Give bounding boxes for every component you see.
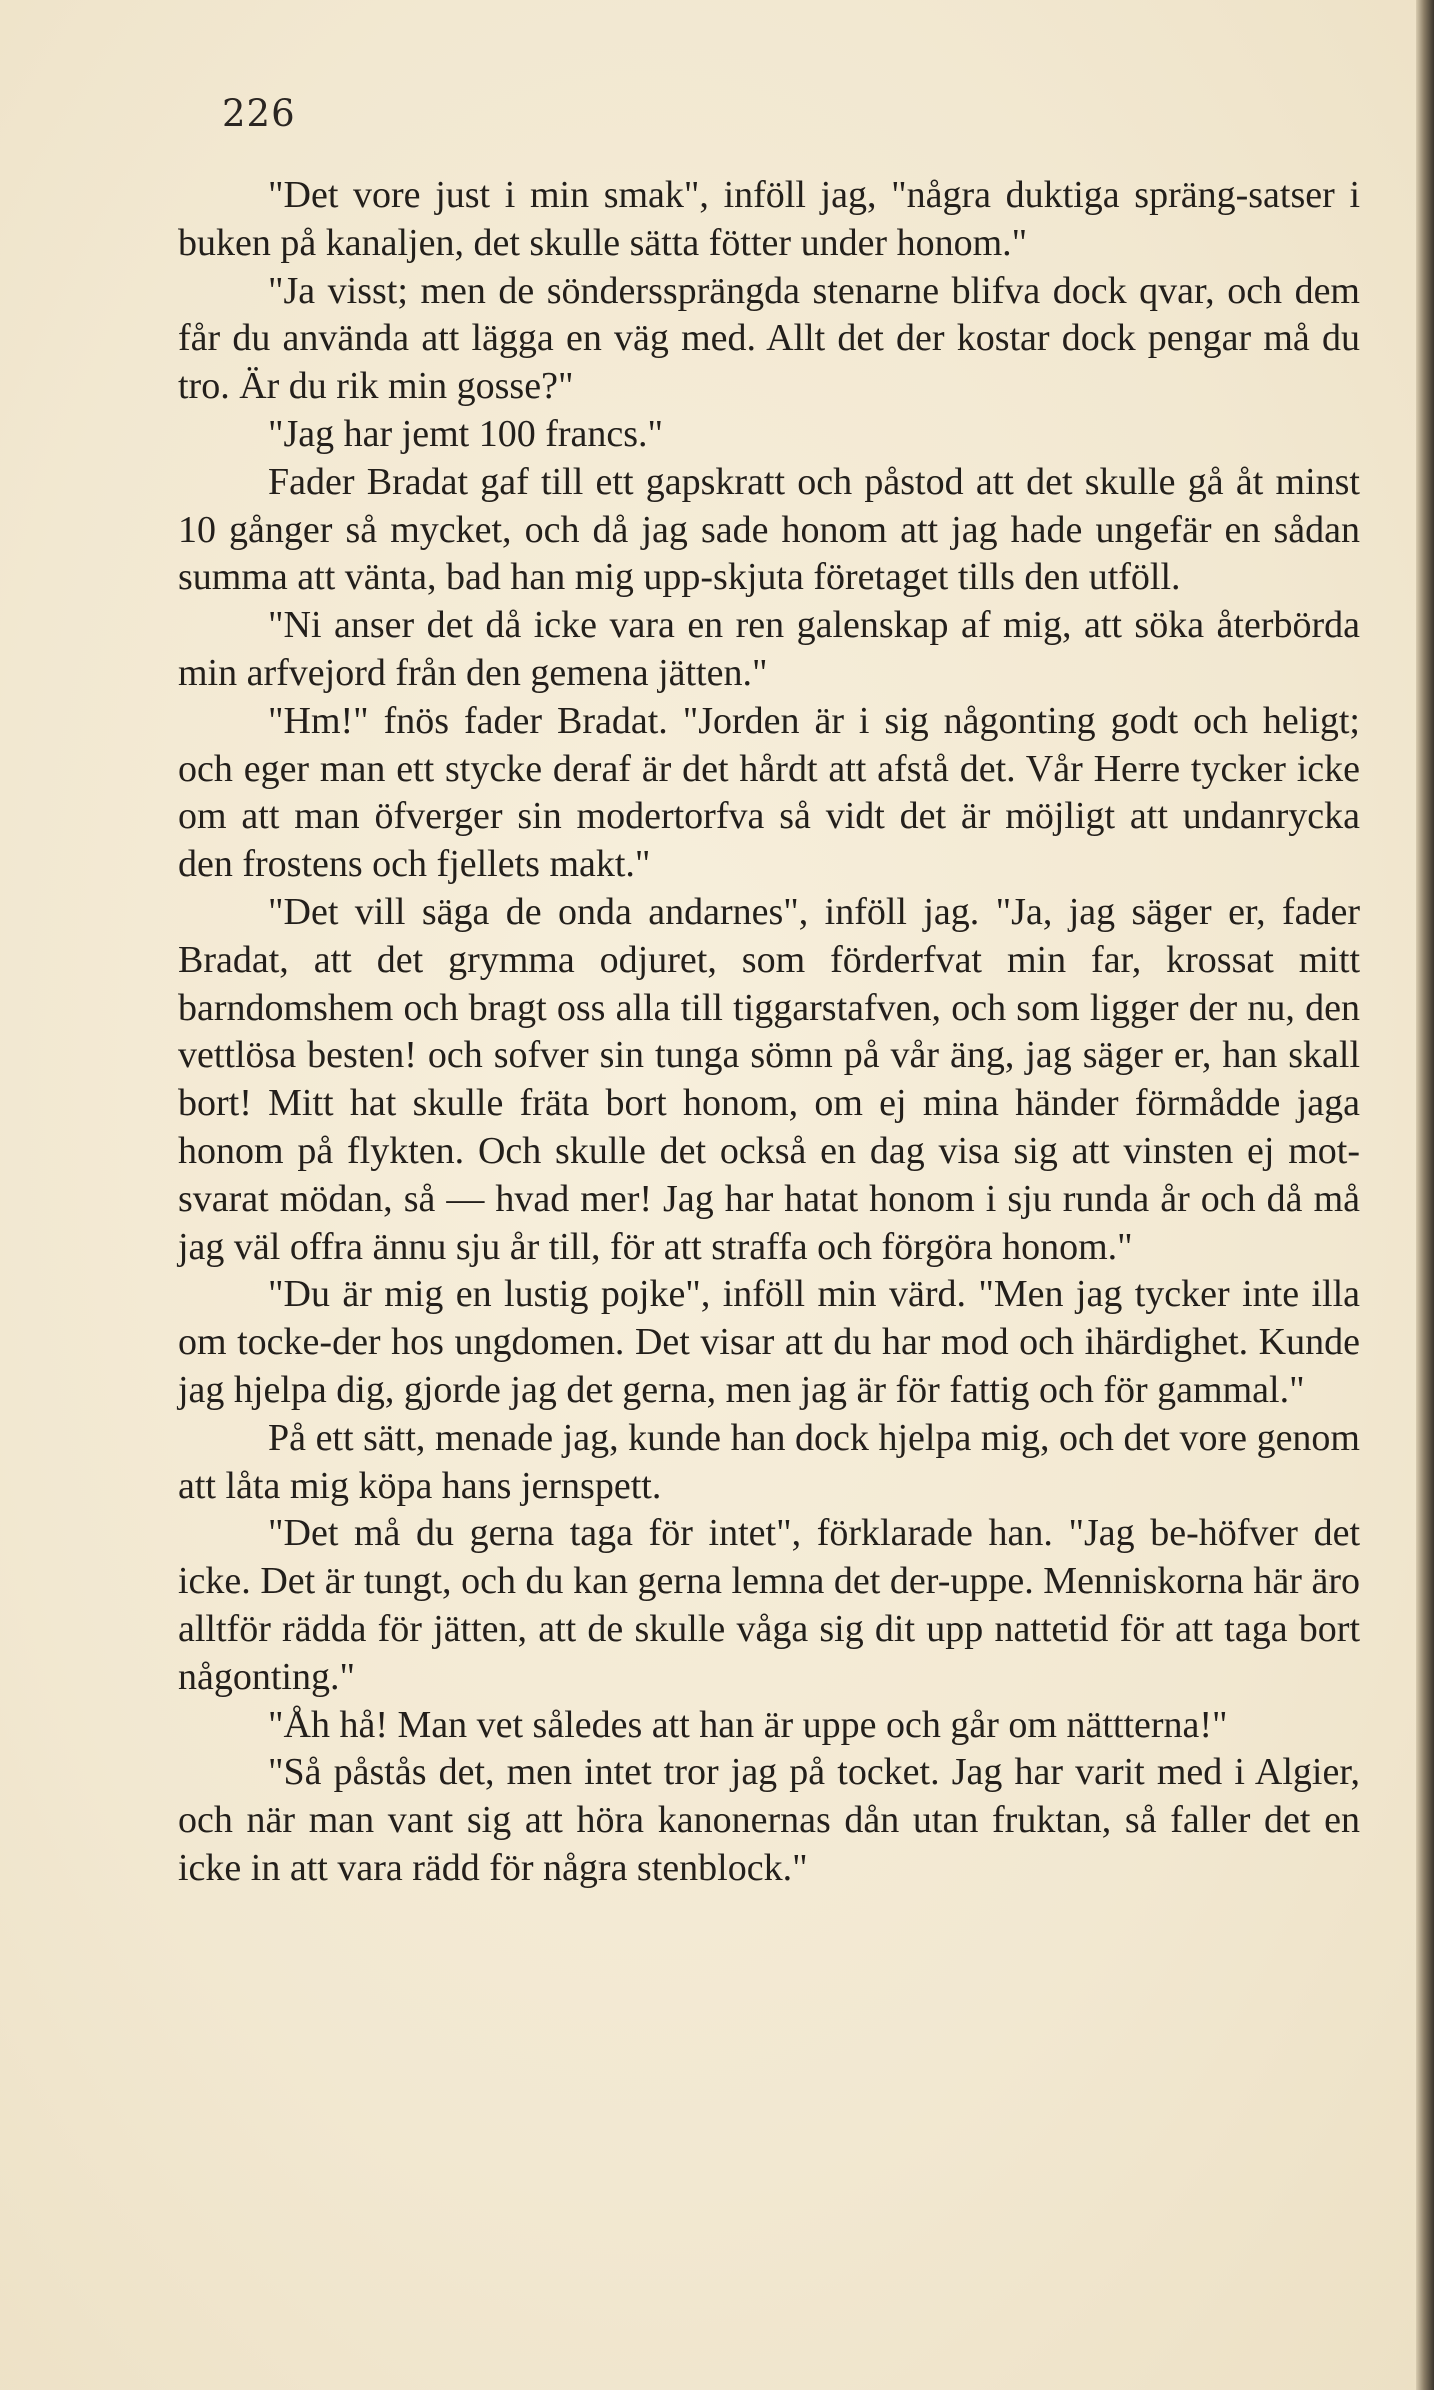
paragraph: "Jag har jemt 100 francs."	[268, 412, 664, 455]
paragraph: På ett sätt, menade jag, kunde han dock hjelpa mig, och det vore genom att låta mig köpa hans jernspett.	[178, 1416, 1360, 1507]
paragraph: "Du är mig en lustig pojke", inföll min värd. "Men jag tycker inte illa om tocke-der hos ungdomen. Det visar att du har mod och ihärdighet. Kunde jag hjelpa dig, gjorde jag det gerna, men jag är för fattig och för gammal."	[178, 1273, 1360, 1411]
paragraph: "Ja visst; men de sönderssprängda stenarne blifva dock qvar, och dem får du använda att lägga en väg med. Allt det der kostar dock pengar må du tro. Är du rik min gosse?"	[178, 269, 1360, 408]
paragraph: "Så påstås det, men intet tror jag på tocket. Jag har varit med i Algier, och när man vant sig att höra kanonernas dån utan fruktan, så faller det en icke in att vara rädd för några stenblock."	[178, 1751, 1360, 1889]
body-text	[178, 172, 1360, 1893]
paragraph: "Hm!" fnös fader Bradat. "Jorden är i sig någonting godt och heligt; och eger man ett stycke deraf är det hårdt att afstå det. Vår Herre tycker icke om att man öfverger sin modertorfva så vidt det är möjligt att undanrycka den frostens och fjellets makt."	[178, 699, 1360, 886]
paragraph: "Det vill säga de onda andarnes", inföll jag. "Ja, jag säger er, fader Bradat, att det grymma odjuret, som förderfvat min far, krossat mitt barndomshem och bragt oss alla till tiggarstafven, och som ligger der nu, den vettlösa besten! och sofver sin tunga sömn på vår äng, jag säger er, han skall bort! Mitt hat skulle fräta bort honom, om ej mina händer förmådde jaga honom på flykten. Och skulle det också en dag visa sig att vinsten ej mot-svarat mödan, så — hvad mer! Jag har hatat honom i sju runda år och då må jag väl offra ännu sju år till, för att straffa och förgöra honom."	[178, 890, 1360, 1268]
paragraph: Fader Bradat gaf till ett gapskratt och påstod att det skulle gå åt minst 10 gånger så mycket, och då jag sade honom att jag hade ungefär en sådan summa att vänta, bad han mig upp-skjuta företaget tills den utföll.	[178, 460, 1360, 599]
paragraph: "Ni anser det då icke vara en ren galenskap af mig, att söka återbörda min arfvejord från den gemena jätten."	[178, 604, 1360, 694]
paragraph: "Det må du gerna taga för intet", förklarade han. "Jag be-höfver det icke. Det är tungt, och du kan gerna lemna det der-uppe. Menniskorna här äro alltför rädda för jätten, att de skulle våga sig dit upp nattetid för att taga bort någonting."	[178, 1512, 1360, 1698]
page-number: 226	[222, 92, 296, 135]
paragraph: "Åh hå! Man vet således att han är uppe och går om nättterna!"	[268, 1703, 1228, 1746]
page-edge-shadow	[1416, 0, 1434, 2390]
paragraph: "Det vore just i min smak", inföll jag, "några duktiga spräng-satser i buken på kanaljen, det skulle sätta fötter under honom."	[178, 174, 1360, 264]
